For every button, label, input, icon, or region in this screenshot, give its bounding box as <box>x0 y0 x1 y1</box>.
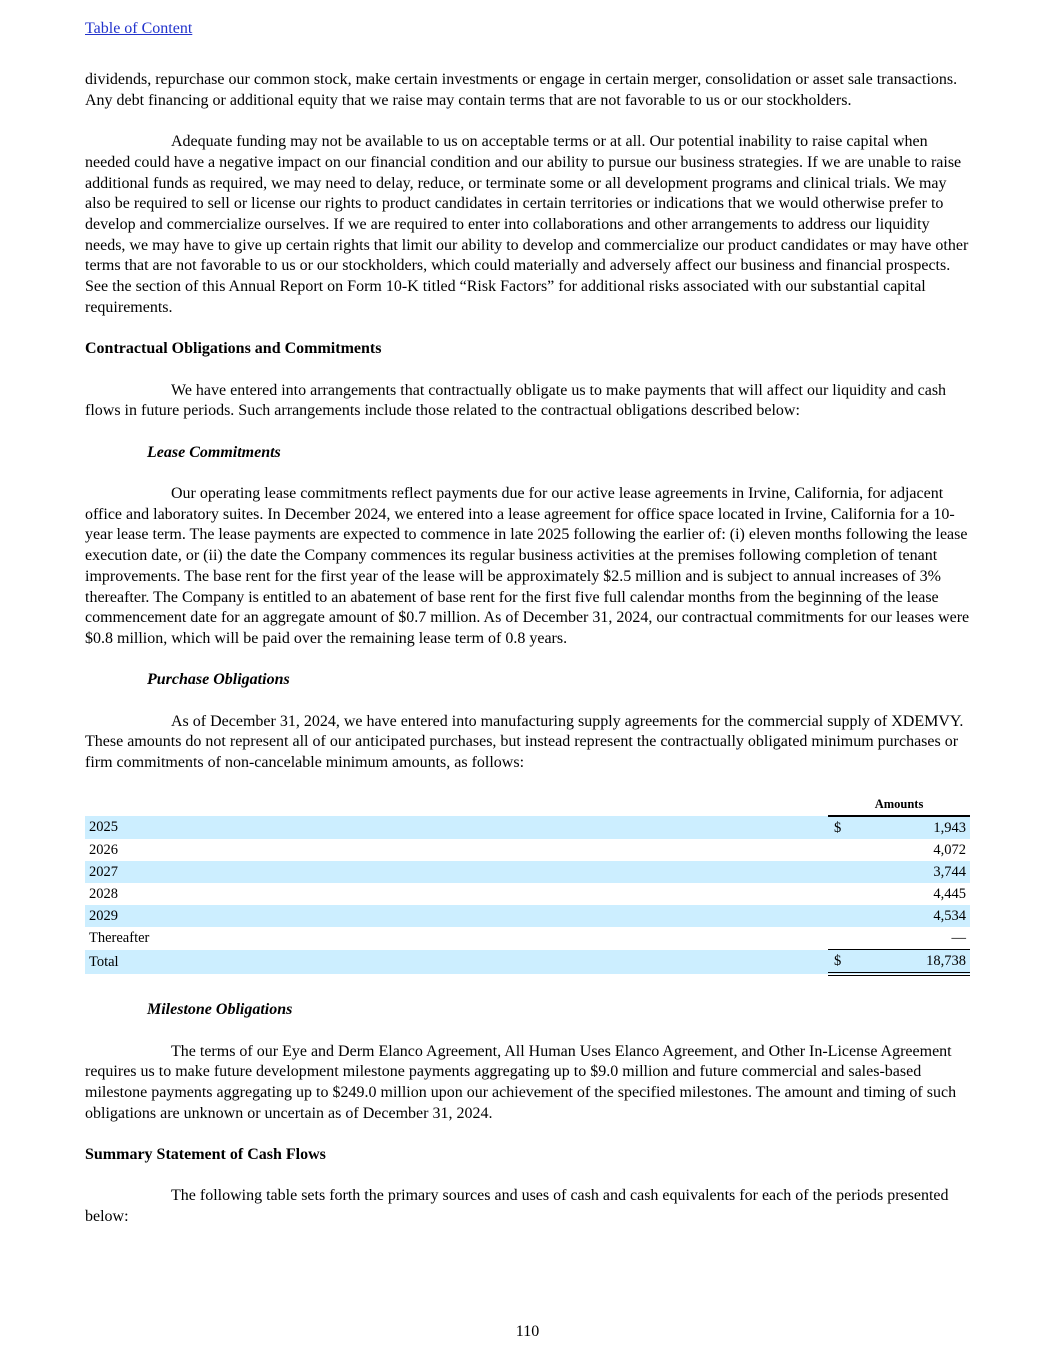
currency: $ <box>828 950 858 975</box>
page-number: 110 <box>515 1323 540 1340</box>
subsection-heading: Lease Commitments <box>147 443 281 461</box>
row-value: 1,943 <box>858 816 970 839</box>
currency <box>828 883 858 905</box>
table-total-row <box>85 950 970 975</box>
table-row <box>85 927 970 950</box>
row-value: 4,534 <box>858 905 970 927</box>
table-row <box>85 816 970 839</box>
row-label: 2027 <box>85 861 828 883</box>
paragraph: dividends, repurchase our common stock, make certain investments or engage in certain merger, consolidation or asset sale transactions. Any debt financing or additional equity that we raise may contain terms that are not favorable to us or our stockholders. <box>85 71 958 109</box>
paragraph: The terms of our Eye and Derm Elanco Agreement, All Human Uses Elanco Agreement, and Other In-License Agreement requires us to make future development milestone payments aggregating up to $9.0 million and future commercial and sales-based milestone payments aggregating up to $249.0 million upon our achievement of the specified milestones. The amount and timing of such obligations are unknown or uncertain as of December 31, 2024. <box>85 1042 957 1122</box>
table-row <box>85 883 970 905</box>
purchase-obligations-table <box>85 794 970 976</box>
paragraph: As of December 31, 2024, we have entered into manufacturing supply agreements for the commercial supply of XDEMVY. These amounts do not represent all of our anticipated purchases, but instead represent the contractually obligated minimum purchases or firm commitments of non-cancelable minimum amounts, as follows: <box>85 712 964 772</box>
table-of-content-link[interactable]: Table of Content <box>85 20 193 37</box>
currency <box>828 839 858 861</box>
row-value: 4,072 <box>933 841 966 858</box>
row-value: 18,738 <box>858 950 970 975</box>
row-label: Thereafter <box>89 930 150 947</box>
document-body <box>85 70 970 1249</box>
currency: $ <box>828 816 858 839</box>
currency <box>828 927 858 950</box>
row-value: — <box>951 929 966 946</box>
row-label: 2025 <box>85 816 828 839</box>
paragraph: Adequate funding may not be available to us on acceptable terms or at all. Our potential inability to raise capital when needed could have a negative impact on our financial condition and our ability to pursue our business strategies. If we are unable to raise additional funds as required, we may need to delay, reduce, or terminate some or all development programs and clinical trials. We may also be required to sell or license our rights to product candidates in certain territories or indications that we would otherwise prefer to develop and commercialize ourselves. If we are required to enter into collaborations and other arrangements to address our liquidity needs, we may have to give up certain rights that limit our ability to develop and commercialize our product candidates or may have other terms that are not favorable to us or our stockholders, which could materially and adversely affect our business and financial prospects. See the section of this Annual Report on Form 10-K titled “Risk Factors” for additional risks associated with our substantial capital requirements. <box>85 133 969 316</box>
row-value: 4,445 <box>933 885 966 902</box>
table-row <box>85 839 970 861</box>
subsection-heading: Milestone Obligations <box>147 1001 293 1019</box>
paragraph: We have entered into arrangements that contractually obligate us to make payments that will affect our liquidity and cash flows in future periods. Such arrangements include those related to the contractual obligations described below: <box>85 381 947 420</box>
row-value: 3,744 <box>858 861 970 883</box>
table-row <box>85 905 970 927</box>
currency <box>828 861 858 883</box>
table-header-row <box>85 794 970 816</box>
currency <box>828 905 858 927</box>
column-header-amounts: Amounts <box>828 794 970 816</box>
row-label: 2029 <box>85 905 828 927</box>
paragraph: The following table sets forth the primary sources and uses of cash and cash equivalents for each of the periods presented below: <box>85 1187 949 1226</box>
row-label: 2028 <box>89 885 118 902</box>
row-label: Total <box>85 950 828 975</box>
row-label: 2026 <box>89 841 118 858</box>
subsection-heading: Purchase Obligations <box>147 671 290 689</box>
section-heading: Summary Statement of Cash Flows <box>85 1146 326 1164</box>
section-heading: Contractual Obligations and Commitments <box>85 340 382 358</box>
paragraph: Our operating lease commitments reflect payments due for our active lease agreements in Irvine, California, for adjacent office and laboratory suites. In December 2024, we entered into a lease agreement for office space located in Irvine, California for a 10-year lease term. The lease payments are expected to commence in late 2025 following the earlier of: (i) eleven months following the lease execution date, or (ii) the date the Company commences its regular business activities at the premises following completion of tenant improvements. The base rent for the first year of the lease will be approximately $2.5 million and is subject to annual increases of 3% thereafter. The Company is entitled to an abatement of base rent for the first five full calendar months from the beginning of the lease commencement date for an aggregate amount of $0.7 million. As of December 31, 2024, our contractual commitments for our leases were $0.8 million, which will be paid over the remaining lease term of 0.8 years. <box>85 484 970 647</box>
table-row <box>85 861 970 883</box>
